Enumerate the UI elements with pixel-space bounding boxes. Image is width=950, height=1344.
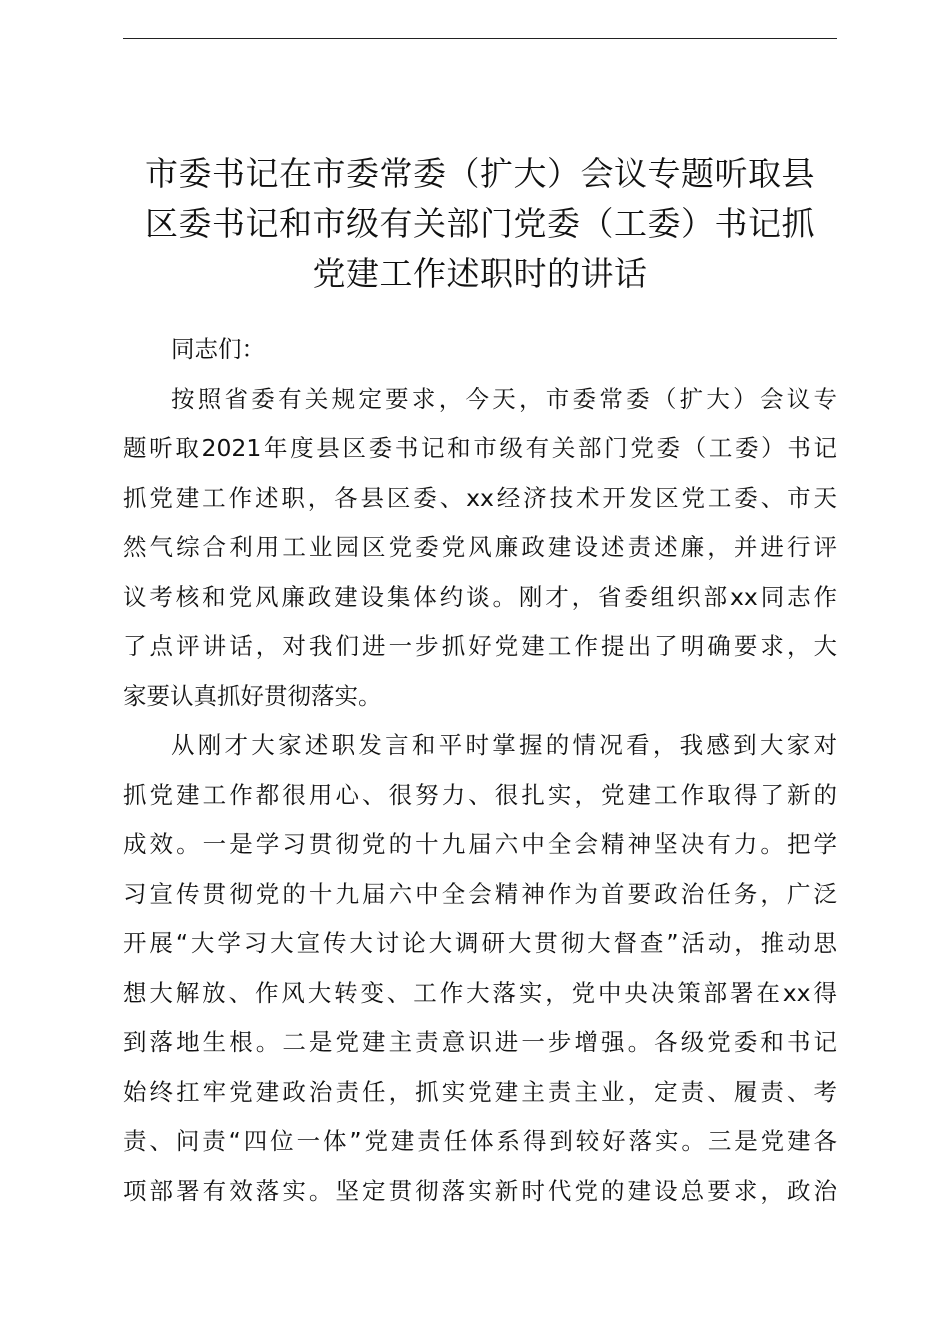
title-line: 区委书记和市级有关部门党委（工委）书记抓 <box>145 204 815 243</box>
salutation-text: 同志们： <box>171 335 265 363</box>
paragraph-line: 开展“大学习大宣传大讨论大调研大贯彻大督查”活动，推动思 <box>123 929 837 957</box>
paragraph-line: 抓党建工作都很用心、很努力、很扎实，党建工作取得了新的 <box>123 780 837 809</box>
paragraph-line: 了点评讲话，对我们进一步抓好党建工作提出了明确要求，大 <box>123 632 837 660</box>
paragraph-line: 按照省委有关规定要求，今天，市委常委（扩大）会议专 <box>171 384 837 413</box>
paragraph-line: 始终扛牢党建政治责任，抓实党建主责主业，定责、履责、考 <box>123 1077 837 1106</box>
paragraph-2 <box>123 721 837 1216</box>
salutation <box>123 325 837 375</box>
paragraph-line: 责、问责“四位一体”党建责任体系得到较好落实。三是党建各 <box>123 1127 837 1155</box>
paragraph-line: 习宣传贯彻党的十九届六中全会精神作为首要政治任务，广泛 <box>123 879 837 908</box>
paragraph-line: 然气综合利用工业园区党委党风廉政建设述责述廉，并进行评 <box>123 533 837 561</box>
title-line: 市委书记在市委常委（扩大）会议专题听取县 <box>145 154 815 193</box>
title-line: 党建工作述职时的讲话 <box>312 254 648 293</box>
paragraph-line: 题听取2021年度县区委书记和市级有关部门党委（工委）书记 <box>123 434 837 462</box>
paragraph-line: 家要认真抓好贯彻落实。 <box>123 681 382 710</box>
header-rule <box>123 38 837 39</box>
paragraph-line: 想大解放、作风大转变、工作大落实，党中央决策部署在xx得 <box>123 978 837 1007</box>
paragraph-line: 成效。一是学习贯彻党的十九届六中全会精神坚决有力。把学 <box>123 830 837 858</box>
paragraph-line: 到落地生根。二是党建主责意识进一步增强。各级党委和书记 <box>123 1028 837 1056</box>
paragraph-line: 抓党建工作述职，各县区委、xx经济技术开发区党工委、市天 <box>123 483 837 512</box>
paragraph-1 <box>123 375 837 722</box>
paragraph-line: 项部署有效落实。坚定贯彻落实新时代党的建设总要求，政治 <box>123 1176 837 1205</box>
paragraph-line: 议考核和党风廉政建设集体约谈。刚才，省委组织部xx同志作 <box>123 582 837 611</box>
paragraph-line: 从刚才大家述职发言和平时掌握的情况看，我感到大家对 <box>171 731 837 759</box>
document-body <box>123 325 837 1216</box>
document-title <box>118 149 842 299</box>
